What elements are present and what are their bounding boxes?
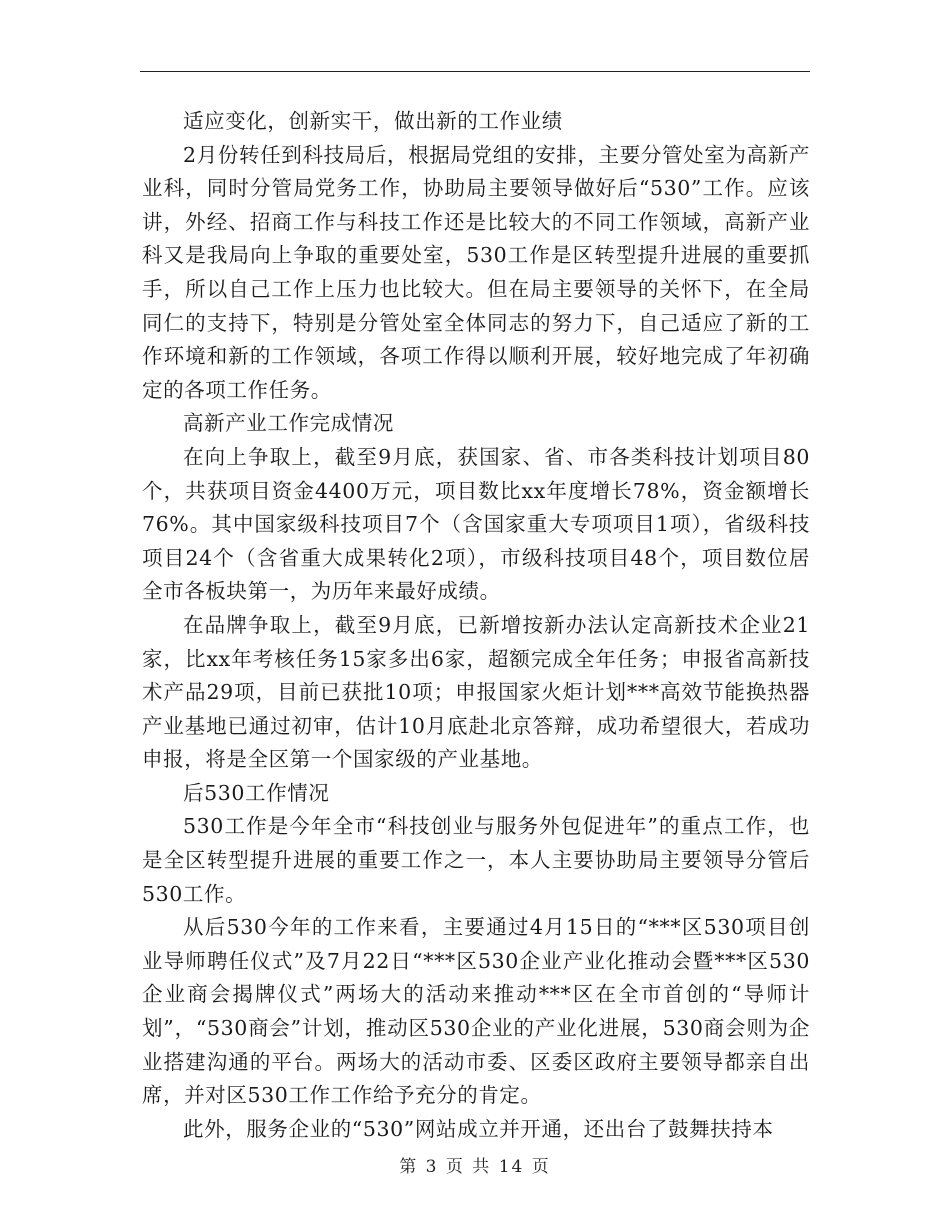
document-body <box>142 105 810 1146</box>
paragraph-transfer: 2月份转任到科技局后，根据局党组的安排，主要分管处室为高新产业科，同时分管局党务工作，协助局主要领导做好后“530”工作。应该讲，外经、招商工作与科技工作还是比较大的不同工作领域，高新产业科又是我局向上争取的重要处室，530工作是区转型提升进展的重要抓手，所以自己工作上压力也比较大。但在局主要领导的关怀下，在全局同仁的支持下，特别是分管处室全体同志的努力下，自己适应了新的工作环境和新的工作领域，各项工作得以顺利开展，较好地完成了年初确定的各项工作任务。 <box>142 142 810 402</box>
paragraph-brand: 在品牌争取上，截至9月底，已新增按新办法认定高新技术企业21家，比xx年考核任务15家多出6家，超额完成全年任务；申报省高新技术产品29项，目前已获批10项；申报国家火炬计划***高效节能换热器产业基地已通过初审，估计10月底赴北京答辩，成功希望很大，若成功申报，将是全区第一个国家级的产业基地。 <box>142 612 810 772</box>
heading-adapt-change: 适应变化，创新实干，做出新的工作业绩 <box>183 109 563 133</box>
heading-530-work: 后530工作情况 <box>183 780 330 805</box>
paragraph-530-website: 此外，服务企业的“530”网站成立并开通，还出台了鼓舞扶持本 <box>183 1116 774 1141</box>
page-number: 第 3 页 共 14 页 <box>399 1157 551 1177</box>
paragraph-530-intro: 530工作是今年全市“科技创业与服务外包促进年”的重点工作，也是全区转型提升进展的重要工作之一，本人主要协助局主要领导分管后530工作。 <box>142 814 810 906</box>
paragraph-530-events: 从后530今年的工作来看，主要通过4月15日的“***区530项目创业导师聘任仪式”及7月22日“***区530企业产业化推动会暨***区530企业商会揭牌仪式”两场大的活动来推动***区在全市首创的“导师计划”，“530商会”计划，推动区530企业的产业化进展，530商会则为企业搭建沟通的平台。两场大的活动市委、区委区政府主要领导都亲自出席，并对区530工作工作给予充分的肯定。 <box>142 915 810 1108</box>
paragraph-funding: 在向上争取上，截至9月底，获国家、省、市各类科技计划项目80个，共获项目资金4400万元，项目数比xx年度增长78%，资金额增长76%。其中国家级科技项目7个（含国家重大专项项目1项），省级科技项目24个（含省重大成果转化2项），市级科技项目48个，项目数位居全市各板块第一，为历年来最好成绩。 <box>142 444 810 604</box>
header-rule <box>140 71 810 72</box>
heading-hightech-industry: 高新产业工作完成情况 <box>183 411 394 436</box>
